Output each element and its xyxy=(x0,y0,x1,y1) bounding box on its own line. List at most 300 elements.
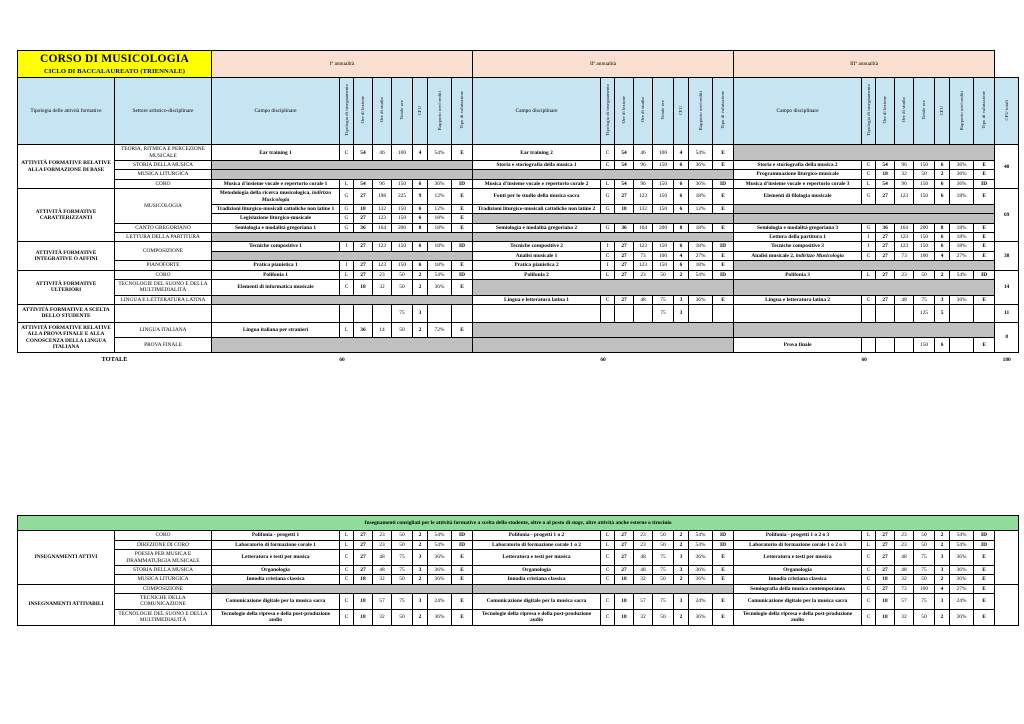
lesson-hours: 54 xyxy=(354,145,373,161)
study-hours: 46 xyxy=(373,145,392,161)
cfu-value: 6 xyxy=(674,161,689,170)
teaching-type: L xyxy=(601,531,615,540)
teaching-type: C xyxy=(862,594,876,610)
lesson-hours: 18 xyxy=(615,594,634,610)
course-name: Tecnologie della ripresa e della post-produzione audio xyxy=(212,609,340,625)
evaluation-type: E xyxy=(713,565,734,574)
cfu-value: 3 xyxy=(935,565,950,574)
total-hours: 75 xyxy=(653,550,674,566)
empty-year-block xyxy=(734,279,995,295)
course-name: Semiologia e modalità gregoriana 2 xyxy=(473,223,601,232)
course-name: Polifonia - progetti 1 xyxy=(212,531,340,540)
empty-year-block xyxy=(473,584,734,593)
cfu-value: 2 xyxy=(413,279,428,295)
cfu-value: 6 xyxy=(674,179,689,188)
cfu-value: 4 xyxy=(935,584,950,593)
study-hours: 32 xyxy=(895,575,914,584)
lesson-hours: 27 xyxy=(876,233,895,242)
disciplinary-sector: POESIA PER MUSICA E DRAMMATURGIA MUSICALE xyxy=(115,550,212,566)
evaluation-type: E xyxy=(452,575,473,584)
course-name: Letteratura e testi per musica xyxy=(734,550,862,566)
empty-year-block xyxy=(734,214,995,223)
evaluation-type: E xyxy=(452,189,473,205)
disciplinary-sector: TECNICHE DELLA COMUNICAZIONE xyxy=(115,594,212,610)
teaching-type: L xyxy=(862,540,876,549)
evaluation-type: E xyxy=(452,261,473,270)
evaluation-type: E xyxy=(452,565,473,574)
course-name: Programmazione liturgico-musicale xyxy=(734,170,862,179)
empty-year-block xyxy=(473,322,734,337)
col-header-1-y3: Ore di lezione xyxy=(876,78,895,145)
disciplinary-sector: CANTO GREGORIANO xyxy=(115,223,212,232)
title-row-spacer xyxy=(995,51,1019,78)
evaluation-type: E xyxy=(452,204,473,213)
teaching-type: G xyxy=(862,189,876,205)
col-header-6-y2: Tipo di valutazione xyxy=(713,78,734,145)
teaching-type: C xyxy=(601,161,615,170)
hours-credits-ratio: 36% xyxy=(428,565,452,574)
lesson-hours xyxy=(876,305,895,323)
lesson-hours: 54 xyxy=(615,179,634,188)
total-hours: 75 xyxy=(914,565,935,574)
lesson-hours: 27 xyxy=(354,214,373,223)
course-name: Storia e storiografia della musica 2 xyxy=(734,161,862,170)
cfu-value: 3 xyxy=(413,565,428,574)
evaluation-type: E xyxy=(452,609,473,625)
teaching-type: C xyxy=(601,575,615,584)
hours-credits-ratio: 36% xyxy=(428,609,452,625)
lesson-hours: 36 xyxy=(876,223,895,232)
lesson-hours: 36 xyxy=(615,223,634,232)
evaluation-type: ID xyxy=(974,531,995,540)
course-name: Polifonia 2 xyxy=(473,270,601,279)
disciplinary-sector: TECNOLOGIE DEL SUONO E DELLA MULTIMEDIALITÀ xyxy=(115,609,212,625)
course-name: Organologia xyxy=(734,565,862,574)
hours-credits-ratio: 27% xyxy=(950,251,974,260)
course-name: Comunicazione digitale per la musica sacra xyxy=(473,594,601,610)
hours-credits-ratio: 54% xyxy=(950,531,974,540)
year-header-2: IIª annualità xyxy=(473,51,734,78)
totale-label: TOTALE xyxy=(101,356,128,364)
total-hours: 150 xyxy=(392,179,413,188)
cfu-value: 2 xyxy=(674,540,689,549)
empty-year-block xyxy=(734,145,995,161)
total-hours: 150 xyxy=(914,233,935,242)
lesson-hours: 18 xyxy=(615,609,634,625)
course-name: Ear training 1 xyxy=(212,145,340,161)
study-hours: 123 xyxy=(634,242,653,251)
total-hours: 200 xyxy=(914,223,935,232)
cfu-value: 6 xyxy=(413,261,428,270)
lesson-hours: 27 xyxy=(354,531,373,540)
evaluation-type: E xyxy=(974,161,995,170)
col-header-1-y2: Ore di lezione xyxy=(615,78,634,145)
teaching-type: L xyxy=(340,540,354,549)
cfu-value: 6 xyxy=(674,242,689,251)
hours-credits-ratio: 12% xyxy=(689,204,713,213)
cfu-value: 2 xyxy=(935,270,950,279)
activity-category: INSEGNAMENTI ATTIVI xyxy=(18,531,115,584)
course-name: Analisi musicale 2, indirizzo Musicologia xyxy=(734,251,862,260)
evaluation-type: ID xyxy=(713,540,734,549)
activity-category: ATTIVITÀ FORMATIVE RELATIVE ALLA FORMAZIONE DI BASE xyxy=(18,145,115,189)
study-hours: 23 xyxy=(895,531,914,540)
cfu-value: 6 xyxy=(413,242,428,251)
table-row xyxy=(18,550,1019,566)
title-main: CORSO DI MUSICOLOGIA xyxy=(39,53,190,65)
grand-total-cfu: 180 xyxy=(1002,356,1011,363)
teaching-type: C xyxy=(340,594,354,610)
empty-year-block xyxy=(473,214,734,223)
course-name: Pratica pianistica 1 xyxy=(212,261,340,270)
teaching-type: C xyxy=(862,584,876,593)
teaching-type: L xyxy=(601,179,615,188)
lesson-hours: 27 xyxy=(354,261,373,270)
cfu-value: 2 xyxy=(413,575,428,584)
hours-credits-ratio: 18% xyxy=(428,223,452,232)
study-hours xyxy=(373,305,392,323)
cfu-value: 4 xyxy=(674,145,689,161)
study-hours: 73 xyxy=(895,584,914,593)
empty-year-block xyxy=(212,295,473,304)
course-name: Organologia xyxy=(212,565,340,574)
hours-credits-ratio: 18% xyxy=(428,214,452,223)
lesson-hours: 27 xyxy=(876,242,895,251)
lesson-hours: 27 xyxy=(615,251,634,260)
col-header-5-y2: Rapporto ore/crediti xyxy=(689,78,713,145)
total-hours: 150 xyxy=(653,189,674,205)
course-name: Elementi di filologia musicale xyxy=(734,189,862,205)
cfu-value: 6 xyxy=(935,179,950,188)
study-hours: 132 xyxy=(373,204,392,213)
empty-year-block xyxy=(473,338,734,353)
teaching-type: G xyxy=(340,189,354,205)
col-header-5-y1: Rapporto ore/crediti xyxy=(428,78,452,145)
teaching-type: G xyxy=(340,223,354,232)
study-hours: 164 xyxy=(895,223,914,232)
disciplinary-sector: CORO xyxy=(115,179,212,188)
hours-credits-ratio: 54% xyxy=(689,531,713,540)
evaluation-type: E xyxy=(974,233,995,242)
course-name: Letteratura e testi per musica xyxy=(473,550,601,566)
cfu-value: 2 xyxy=(413,609,428,625)
teaching-type: I xyxy=(601,242,615,251)
course-name: Polifonia 1 xyxy=(212,270,340,279)
course-name: Tecnologie della ripresa e della post-produzione audio xyxy=(473,609,601,625)
total-hours: 50 xyxy=(392,279,413,295)
course-name: Lingua italiana per stranieri xyxy=(212,322,340,337)
table-row xyxy=(18,540,1019,549)
hours-credits-ratio: 18% xyxy=(689,261,713,270)
teaching-type: G xyxy=(862,223,876,232)
cfu-value: 5 xyxy=(935,305,950,323)
total-year-3: 60 xyxy=(861,356,867,363)
activity-category: ATTIVITÀ FORMATIVE ULTERIORI xyxy=(18,270,115,305)
cfu-value: 4 xyxy=(935,251,950,260)
course-name: Innodia cristiana classica xyxy=(473,575,601,584)
hours-credits-ratio: 24% xyxy=(689,594,713,610)
hours-credits-ratio: 18% xyxy=(950,242,974,251)
study-hours: 23 xyxy=(634,270,653,279)
disciplinary-sector: STORIA DELLA MUSICA xyxy=(115,161,212,170)
teaching-type: L xyxy=(340,322,354,337)
total-cfu: 38 xyxy=(995,242,1019,270)
cfu-value: 3 xyxy=(935,550,950,566)
course-name: Comunicazione digitale per la musica sacra xyxy=(734,594,862,610)
lesson-hours xyxy=(876,338,895,353)
cfu-value: 2 xyxy=(935,609,950,625)
total-hours: 150 xyxy=(914,242,935,251)
course-name: Legislazione liturgico-musicale xyxy=(212,214,340,223)
evaluation-type: ID xyxy=(974,270,995,279)
evaluation-type xyxy=(452,305,473,323)
lesson-hours: 18 xyxy=(876,609,895,625)
total-hours: 150 xyxy=(392,261,413,270)
total-hours: 75 xyxy=(653,295,674,304)
evaluation-type: E xyxy=(974,242,995,251)
col-header-1-y1: Ore di lezione xyxy=(354,78,373,145)
disciplinary-sector: TEORIA, RITMICA E PERCEZIONE MUSICALE xyxy=(115,145,212,161)
course-name: Prova finale xyxy=(734,338,862,353)
cfu-value: 8 xyxy=(674,223,689,232)
cfu-value: 6 xyxy=(674,189,689,205)
lesson-hours: 18 xyxy=(354,204,373,213)
course-name: Metodologia della ricerca musicologica, indirizzo Musicologia xyxy=(212,189,340,205)
cfu-value: 2 xyxy=(935,170,950,179)
disciplinary-sector: TECNOLOGIE DEL SUONO E DELLA MULTIMEDIALITÀ xyxy=(115,279,212,295)
total-cfu: 69 xyxy=(995,189,1019,242)
hours-credits-ratio: 36% xyxy=(950,575,974,584)
hours-credits-ratio: 18% xyxy=(428,242,452,251)
hours-credits-ratio xyxy=(428,305,452,323)
evaluation-type: E xyxy=(713,295,734,304)
study-hours: 164 xyxy=(373,223,392,232)
total-hours: 50 xyxy=(392,322,413,337)
course-name: Polifonia - progetti 1 o 2 xyxy=(473,531,601,540)
hours-credits-ratio: 54% xyxy=(689,145,713,161)
course-name: Letteratura e testi per musica xyxy=(212,550,340,566)
lesson-hours: 27 xyxy=(354,550,373,566)
teaching-type: C xyxy=(862,565,876,574)
teaching-type: L xyxy=(601,270,615,279)
activity-category: ATTIVITÀ FORMATIVE RELATIVE ALLA PROVA FINALE E ALLA CONOSCENZA DELLA LINGUA ITALIANA xyxy=(18,322,115,353)
teaching-type: C xyxy=(340,279,354,295)
table-row xyxy=(18,242,1019,251)
study-hours: 23 xyxy=(373,531,392,540)
cfu-value: 2 xyxy=(935,575,950,584)
table-row xyxy=(18,584,1019,593)
study-hours: 32 xyxy=(895,609,914,625)
study-hours: 123 xyxy=(373,242,392,251)
hours-credits-ratio: 36% xyxy=(689,550,713,566)
study-hours: 123 xyxy=(895,233,914,242)
lesson-hours: 27 xyxy=(615,540,634,549)
hours-credits-ratio: 72% xyxy=(428,322,452,337)
col-header-4-y2: CFU xyxy=(674,78,689,145)
table-row xyxy=(18,338,1019,353)
totals-row xyxy=(18,353,1019,367)
evaluation-type: E xyxy=(713,189,734,205)
total-hours: 200 xyxy=(392,223,413,232)
lesson-hours xyxy=(615,305,634,323)
total-hours: 150 xyxy=(392,204,413,213)
evaluation-type: E xyxy=(452,214,473,223)
total-hours: 150 xyxy=(653,242,674,251)
table-row xyxy=(18,223,1019,232)
cfu-value: 4 xyxy=(413,145,428,161)
evaluation-type: E xyxy=(974,251,995,260)
col-header-0-y2: Tipologia di insegnamento xyxy=(601,78,615,145)
table-row xyxy=(18,161,1019,170)
title-subtitle: CICLO DI BACCALAUREATO (TRIENNALE) xyxy=(43,67,186,75)
teaching-type: L xyxy=(340,270,354,279)
cfu-value: 6 xyxy=(413,204,428,213)
cfu-value: 2 xyxy=(413,540,428,549)
teaching-type: L xyxy=(340,179,354,188)
teaching-type: L xyxy=(340,531,354,540)
col-header-campo-1: Campo disciplinare xyxy=(212,78,340,145)
teaching-type: C xyxy=(601,295,615,304)
hours-credits-ratio: 54% xyxy=(428,270,452,279)
cfu-value: 2 xyxy=(935,531,950,540)
hours-credits-ratio: 36% xyxy=(428,179,452,188)
course-name: Laboratorio di formazione corale 1 xyxy=(212,540,340,549)
evaluation-type: E xyxy=(452,223,473,232)
cfu-value: 6 xyxy=(413,179,428,188)
empty-year-block xyxy=(212,584,473,593)
col-header-2-y2: Ore di studio xyxy=(634,78,653,145)
hours-credits-ratio: 36% xyxy=(689,179,713,188)
study-hours: 48 xyxy=(373,565,392,574)
teaching-type: C xyxy=(601,565,615,574)
table-title-row xyxy=(18,51,1019,78)
evaluation-type: E xyxy=(713,609,734,625)
total-hours: 100 xyxy=(392,145,413,161)
study-hours: 164 xyxy=(634,223,653,232)
evaluation-type: E xyxy=(713,161,734,170)
disciplinary-sector: CORO xyxy=(115,531,212,540)
cfu-value: 3 xyxy=(674,295,689,304)
hours-credits-ratio: 36% xyxy=(689,575,713,584)
study-hours: 96 xyxy=(634,161,653,170)
evaluation-type: E xyxy=(452,550,473,566)
total-hours: 150 xyxy=(653,161,674,170)
study-hours: 32 xyxy=(634,575,653,584)
recommended-banner: Insegnamenti consigliati per le attività formative a scelta dello studente, oltre o al posto di stage, altre attività anche esterne o tirocinio xyxy=(18,516,1019,531)
study-hours: 23 xyxy=(895,540,914,549)
lesson-hours xyxy=(354,305,373,323)
year-header-3: IIIª annualità xyxy=(734,51,995,78)
lesson-hours: 27 xyxy=(615,261,634,270)
evaluation-type: E xyxy=(974,550,995,566)
lesson-hours: 27 xyxy=(615,270,634,279)
col-header-5-y3: Rapporto ore/crediti xyxy=(950,78,974,145)
evaluation-type: ID xyxy=(974,540,995,549)
teaching-type xyxy=(340,305,354,323)
empty-year-block xyxy=(212,170,473,179)
lesson-hours: 27 xyxy=(615,242,634,251)
teaching-type xyxy=(862,338,876,353)
lesson-hours: 27 xyxy=(615,550,634,566)
table-row xyxy=(18,179,1019,188)
cfu-value: 6 xyxy=(935,242,950,251)
hours-credits-ratio: 36% xyxy=(950,161,974,170)
study-hours: 96 xyxy=(634,179,653,188)
hours-credits-ratio: 36% xyxy=(950,295,974,304)
disciplinary-sector: MUSICA LITURGICA xyxy=(115,170,212,179)
teaching-type: C xyxy=(862,609,876,625)
table-row xyxy=(18,170,1019,179)
total-hours: 50 xyxy=(392,540,413,549)
hours-credits-ratio: 36% xyxy=(950,179,974,188)
hours-credits-ratio: 36% xyxy=(689,565,713,574)
cfu-value: 3 xyxy=(935,594,950,610)
teaching-type: I xyxy=(862,242,876,251)
lesson-hours: 27 xyxy=(615,565,634,574)
total-hours: 100 xyxy=(653,251,674,260)
teaching-type xyxy=(601,305,615,323)
cfu-value: 2 xyxy=(413,531,428,540)
study-hours: 32 xyxy=(373,609,392,625)
table-row xyxy=(18,145,1019,161)
table-row xyxy=(18,565,1019,574)
cfu-value: 3 xyxy=(674,565,689,574)
evaluation-type: E xyxy=(713,204,734,213)
evaluation-type: E xyxy=(713,594,734,610)
lesson-hours: 27 xyxy=(354,189,373,205)
hours-credits-ratio xyxy=(950,338,974,353)
course-name: Laboratorio di formazione corale 1 o 2 o 3 xyxy=(734,540,862,549)
lesson-hours: 18 xyxy=(354,609,373,625)
study-hours: 48 xyxy=(895,550,914,566)
course-name: Lingua e letteratura latina 2 xyxy=(734,295,862,304)
lesson-hours: 27 xyxy=(354,270,373,279)
cfu-value: 6 xyxy=(935,189,950,205)
total-hours: 75 xyxy=(914,594,935,610)
study-hours: 73 xyxy=(895,251,914,260)
course-name: Innodia cristiana classica xyxy=(734,575,862,584)
evaluation-type: E xyxy=(713,550,734,566)
total-hours: 150 xyxy=(653,261,674,270)
evaluation-type: ID xyxy=(713,179,734,188)
course-name: Tecniche compositive 1 xyxy=(212,242,340,251)
evaluation-type: E xyxy=(974,575,995,584)
study-hours: 48 xyxy=(895,565,914,574)
study-hours: 48 xyxy=(373,550,392,566)
total-cfu: 14 xyxy=(995,270,1019,305)
evaluation-type: E xyxy=(452,145,473,161)
empty-year-block xyxy=(212,251,473,260)
total-hours: 100 xyxy=(653,145,674,161)
lesson-hours: 27 xyxy=(615,189,634,205)
total-cfu: 8 xyxy=(995,322,1019,353)
total-hours: 50 xyxy=(392,609,413,625)
evaluation-type: E xyxy=(713,223,734,232)
teaching-type: G xyxy=(601,223,615,232)
lesson-hours: 54 xyxy=(615,145,634,161)
study-hours: 23 xyxy=(634,540,653,549)
total-year-1: 60 xyxy=(339,356,345,363)
study-hours: 23 xyxy=(373,270,392,279)
disciplinary-sector: LINGUA E LETTERATURA LATINA xyxy=(115,295,212,304)
teaching-type: L xyxy=(601,540,615,549)
cfu-value: 3 xyxy=(413,594,428,610)
evaluation-type: ID xyxy=(713,242,734,251)
lesson-hours: 54 xyxy=(615,161,634,170)
total-hours: 225 xyxy=(392,189,413,205)
teaching-type: I xyxy=(601,261,615,270)
course-name: Ear training 2 xyxy=(473,145,601,161)
